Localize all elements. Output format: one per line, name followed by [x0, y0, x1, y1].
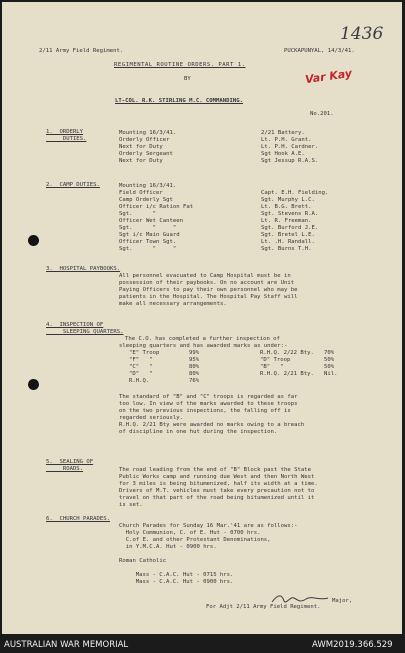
duty-role: Officer Town Sgt. — [119, 239, 177, 245]
paragraph-line: Mass - C.A.C. Hut - 0900 hrs. — [129, 579, 234, 585]
paragraph-line: sleeping quarters and has awarded marks as under:- — [119, 343, 288, 349]
marks-unit: R.H.Q. 2/21 Bty. — [260, 371, 314, 377]
marks-score: 99% — [189, 350, 200, 356]
duty-assignee: Sgt. Murphy L.C. — [261, 197, 315, 203]
marks-score: Nil. — [324, 371, 338, 377]
paragraph-line: R.H.Q. 2/21 Bty were awarded no marks owing to a breach — [119, 422, 305, 428]
duty-role: Orderly Officer — [119, 137, 170, 143]
duty-role: Mounting 16/3/41. — [119, 130, 177, 136]
duty-role: Officer i/c Ration Fat — [119, 204, 194, 210]
paragraph-line: Roman Catholic — [119, 558, 167, 564]
duty-assignee: Lt. .H. Randall. — [261, 239, 315, 245]
paragraph-line: in Y.M.C.A. Hut - 0900 hrs. — [119, 544, 217, 550]
marks-score: 76% — [189, 378, 200, 384]
place-date: PUCKAPUNYAL, 14/3/41. — [284, 48, 355, 54]
paragraph-line: possession of their paybooks. On no account are Unit — [119, 280, 295, 286]
handwritten-reference-number: 1436 — [340, 24, 384, 44]
paragraph-line: The standard of "B" and "C" troops is regarded as far — [119, 394, 298, 400]
section-4-title: 4. INSPECTION OF — [46, 322, 104, 328]
marks-unit: "E" Troop — [129, 350, 160, 356]
duty-assignee: 2/21 Battery. — [261, 130, 305, 136]
paragraph-line: patients in the Hospital. The Hospital Pay Staff will — [119, 294, 298, 300]
red-stamp-annotation: Var Kay — [304, 66, 353, 87]
marks-score: 80% — [189, 371, 200, 377]
paragraph-line: Mass - C.A.C. Hut - 0715 hrs. — [129, 572, 234, 578]
duty-assignee: Sgt Hook A.E. — [261, 151, 305, 157]
paragraph-line: Paying Officers to pay their own personnel who may be — [119, 287, 298, 293]
duty-role: Field Officer — [119, 190, 163, 196]
punch-hole — [28, 235, 39, 246]
paragraph-line: is set. — [119, 502, 143, 508]
duty-assignee: Sgt. Burford J.E. — [261, 225, 319, 231]
paragraph-line: travel on that part of the road being bitumenized until it — [119, 495, 315, 501]
duty-assignee: Sgt Jessup R.A.S. — [261, 158, 319, 164]
marks-unit: "C" " — [129, 364, 153, 370]
duty-role: Orderly Sergeant — [119, 151, 173, 157]
signature-for: For Adjt 2/11 Army Field Regiment. — [206, 604, 321, 610]
document-page — [2, 2, 402, 634]
duty-role: Camp Orderly Sgt — [119, 197, 173, 203]
paragraph-line: The C.O. has completed a further inspection of — [125, 336, 280, 342]
unit-name: 2/11 Army Field Regiment. — [39, 48, 124, 54]
paragraph-line: All personnel evacuated to Camp Hospital must be in — [119, 273, 291, 279]
paragraph-line: of discipline in one hut during the inspection. — [119, 429, 278, 435]
paragraph-line: C.of E. and other Protestant Denominations, — [119, 537, 271, 543]
marks-unit: "F" " — [129, 357, 153, 363]
duty-assignee: Lt. B.G. Brett. — [261, 204, 312, 210]
archive-footer — [0, 636, 405, 653]
section-2-title: 2. CAMP DUTIES. — [46, 182, 100, 188]
duty-assignee: Lt. R. Freeman. — [261, 218, 312, 224]
signature-rank: Major, — [332, 598, 353, 604]
section-4-title-2: SLEEPING QUARTERS. — [46, 329, 124, 335]
duty-role: Next for Duty — [119, 144, 163, 150]
marks-unit: "B" " — [260, 364, 284, 370]
paragraph-line: for 3 miles is being bitumenized, half its width at a time. — [119, 481, 318, 487]
section-5-title-2: ROADS. — [46, 466, 84, 472]
paragraph-line: too low. In view of the marks awarded to these troops — [119, 401, 298, 407]
paragraph-line: on the two previous inspections, the falling off is — [119, 408, 291, 414]
duty-role: Sgt. " " — [119, 225, 177, 231]
section-6-title: 6. CHURCH PARADES. — [46, 516, 110, 522]
marks-unit: R.H.Q. 2/22 Bty. — [260, 350, 314, 356]
paragraph-line: Church Parades for Sunday 16 Mar.'41 are as follows:- — [119, 523, 298, 529]
marks-score: 95% — [189, 357, 200, 363]
paragraph-line: The road leading from the end of "B" Block past the State — [119, 467, 311, 473]
duty-role: Sgt. " — [119, 211, 157, 217]
duty-assignee: Lt. P.H. Grant. — [261, 137, 312, 143]
duty-role: Sgt i/c Main Guard — [119, 232, 180, 238]
section-5-title: 5. SEALING OF — [46, 459, 94, 465]
footer-institution: AUSTRALIAN WAR MEMORIAL — [4, 640, 129, 650]
punch-hole — [28, 379, 39, 390]
duty-role: Officer Wet Canteen — [119, 218, 183, 224]
order-number: No.201. — [310, 111, 334, 117]
marks-score: 50% — [324, 364, 335, 370]
section-1-title: 1. ORDERLY — [46, 129, 84, 135]
marks-score: 50% — [324, 357, 335, 363]
duty-role: Mounting 16/3/41. — [119, 183, 177, 189]
duty-assignee: Sgt. Stevens R.A. — [261, 211, 319, 217]
marks-score: 70% — [324, 350, 335, 356]
section-3-title: 3. HOSPITAL PAYBOOKS. — [46, 266, 121, 272]
duty-assignee: Sgt. Bretel L.E. — [261, 232, 315, 238]
duty-assignee: Lt. P.H. Cardner. — [261, 144, 319, 150]
by-line: BY — [184, 76, 191, 82]
paragraph-line: Drivers of M.T. vehicles must take every precaution not to — [119, 488, 315, 494]
duty-assignee: Capt. E.H. Fielding. — [261, 190, 329, 196]
document-title: REGIMENTAL ROUTINE ORDERS. PART 1. — [114, 62, 246, 68]
section-1-title-2: DUTIES. — [46, 136, 87, 142]
footer-catalogue-id: AWM2019.366.529 — [312, 640, 393, 650]
duty-assignee: Sgt. Burns T.H. — [261, 246, 312, 252]
commander-line: LT-COL. R.K. STIRLING M.C. COMMANDING. — [115, 98, 243, 104]
duty-role: Sgt. " " — [119, 246, 177, 252]
marks-unit: "D" Troop — [260, 357, 291, 363]
paragraph-line: regarded seriously. — [119, 415, 183, 421]
paragraph-line: Holy Communion, C. of E. Hut - 0700 hrs. — [119, 530, 261, 536]
duty-role: Next for Duty — [119, 158, 163, 164]
paragraph-line: make all necessary arrangements. — [119, 301, 227, 307]
paragraph-line: Public Works camp and running due West and then North West — [119, 474, 315, 480]
marks-unit: "D" " — [129, 371, 153, 377]
marks-score: 80% — [189, 364, 200, 370]
marks-unit: R.H.Q. — [129, 378, 150, 384]
